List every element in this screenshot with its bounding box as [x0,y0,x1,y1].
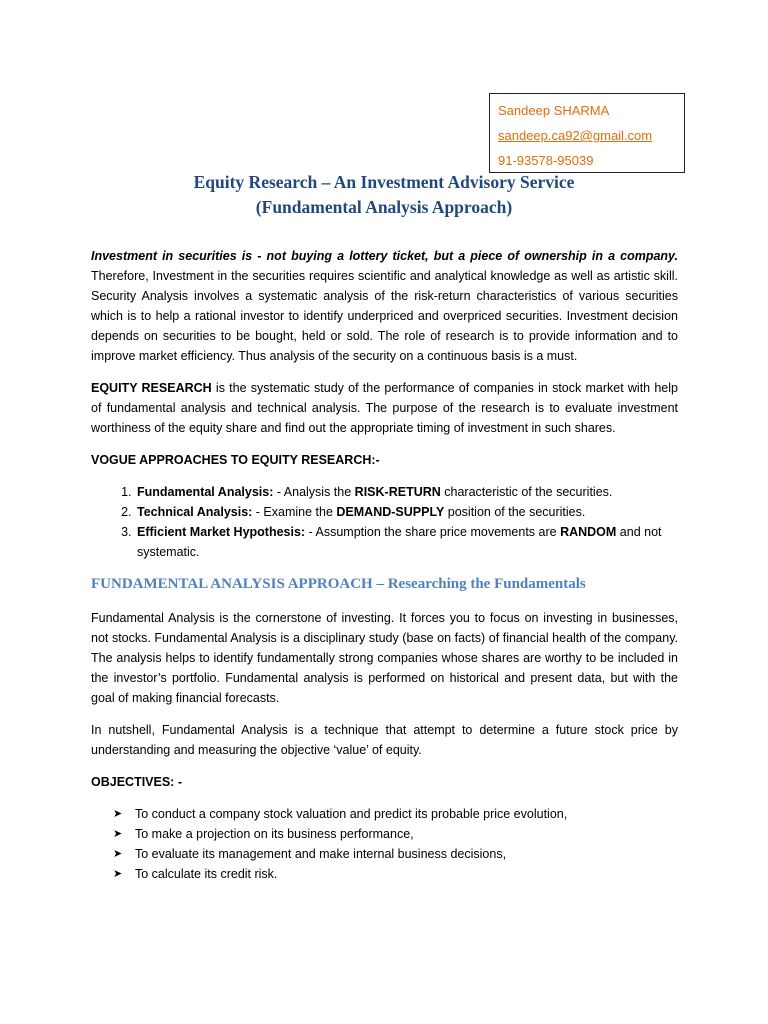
approach-label: Efficient Market Hypothesis: [137,525,306,539]
approach-text: and not systematic. [137,525,662,559]
approach-key: RANDOM [560,525,617,539]
list-item [113,804,678,824]
approaches-list [91,482,678,562]
section-heading: FUNDAMENTAL ANALYSIS APPROACH – Researching the Fundamentals [91,576,586,592]
intro-lead: Investment in securities is - not buying a lottery ticket, but a piece of ownership in a company. [91,249,678,263]
approach-text: position of the securities. [444,505,586,519]
approach-text: - Examine the [252,505,337,519]
fundamental-paragraph-1: Fundamental Analysis is the cornerstone of investing. It forces you to focus on investing in businesses, not stocks. Fundamental Analysis is a disciplinary study (base on facts) of financial health of the company. The analysis helps to identify fundamentally strong companies whose shares are worthy to be included in the investor’s portfolio. Fundamental analysis is performed on historical and present data, but with the goal of making financial forecasts. [91,611,678,705]
arrow-bullet-icon: ➤ [113,848,123,860]
intro-paragraph [91,246,678,366]
contact-phone: 91-93578-95039 [498,153,594,168]
objective-text: To calculate its credit risk. [135,867,278,881]
title-line-1: Equity Research – An Investment Advisory Service [193,172,575,192]
equity-research-term: EQUITY RESEARCH [91,381,212,395]
list-item [113,824,678,844]
list-item [135,522,678,562]
approach-key: DEMAND-SUPPLY [336,505,445,519]
objective-text: To evaluate its management and make internal business decisions, [135,847,507,861]
fundamental-paragraph-2: In nutshell, Fundamental Analysis is a technique that attempt to determine a future stock price by understanding and measuring the objective ‘value’ of equity. [91,723,678,757]
equity-research-text: is the systematic study of the performance of companies in stock market with help of fundamental analysis and technical analysis. The purpose of the research is to evaluate investment worthiness of the equity share and find out the appropriate timing of investment in such shares. [91,381,678,435]
approach-key: RISK-RETURN [354,485,441,499]
list-item [135,502,678,522]
list-item [113,864,678,884]
objective-text: To conduct a company stock valuation and predict its probable price evolution, [135,807,568,821]
objectives-list [91,804,678,884]
arrow-bullet-icon: ➤ [113,828,123,840]
equity-research-paragraph [91,378,678,438]
list-item [135,482,678,502]
approach-label: Fundamental Analysis: [137,485,274,499]
contact-email-link[interactable]: sandeep.ca92@gmail.com [498,128,653,143]
document-title [0,170,768,220]
title-line-2: (Fundamental Analysis Approach) [255,197,513,217]
objectives-heading: OBJECTIVES: - [91,775,182,789]
vogue-approaches-heading: VOGUE APPROACHES TO EQUITY RESEARCH:- [91,453,380,467]
approach-text: - Analysis the [273,485,355,499]
approach-text: - Assumption the share price movements are [305,525,561,539]
document-body [91,246,678,884]
intro-rest: Therefore, Investment in the securities requires scientific and analytical knowledge as well as artistic skill. Security Analysis involves a systematic analysis of the risk-return characteristics of various securities which is to help a rational investor to identify underpriced and overpriced securities. Investment decision depends on securities to be bought, held or sold. The role of research is to provide information and to improve market efficiency. Thus analysis of the security on a continuous basis is a must. [91,269,678,363]
arrow-bullet-icon: ➤ [113,868,123,880]
approach-label: Technical Analysis: [137,505,253,519]
contact-name: Sandeep SHARMA [498,103,610,118]
arrow-bullet-icon: ➤ [113,808,123,820]
contact-box [489,93,685,173]
approach-text: characteristic of the securities. [440,485,613,499]
list-item [113,844,678,864]
objective-text: To make a projection on its business performance, [135,827,414,841]
